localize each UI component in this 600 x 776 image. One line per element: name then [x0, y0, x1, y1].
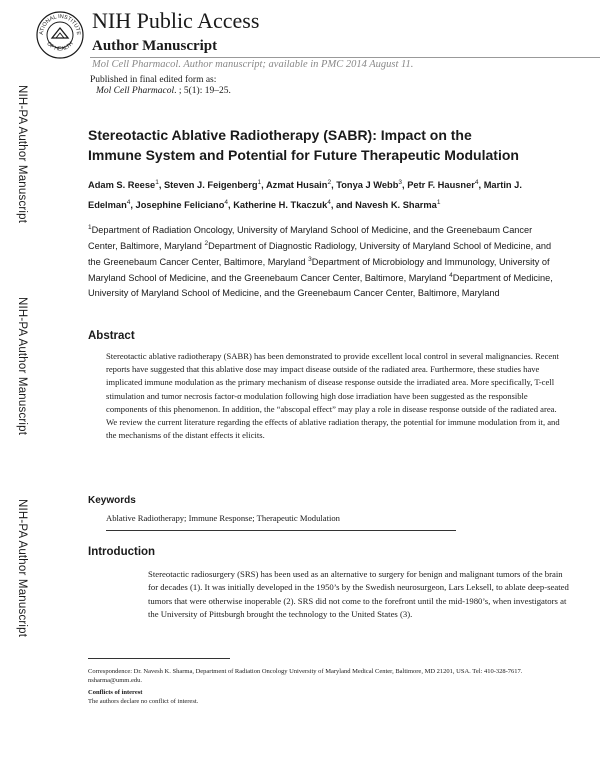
author-affiliation-mark: 2	[327, 179, 332, 186]
header-subtitle: Author Manuscript	[92, 38, 218, 54]
author-separator: ,	[130, 200, 136, 211]
keywords-text: Ablative Radiotherapy; Immune Response; Therapeutic Modulation	[106, 513, 340, 523]
affiliation-text: Department of Diagnostic Radiology, University of Maryland School of Medicine, and the Greenebaum Cancer Center, Baltimore, Maryland	[88, 241, 552, 268]
author-name: Navesh K. Sharma	[355, 200, 437, 211]
paper-title	[88, 125, 568, 165]
author-affiliation-mark: 3	[398, 179, 403, 186]
affiliation-number: 1	[88, 224, 92, 231]
author-separator: ,	[228, 200, 234, 211]
affiliation-text: Department of Medicine, University of Maryland School of Medicine, and the Greenebaum Cancer Center, Baltimore, Maryland	[88, 273, 553, 298]
introduction-text: Stereotactic radiosurgery (SRS) has been used as an alternative to surgery for benign and malignant tumors of the brain for decades (1). It was initially developed in the 1950’s by the Swedish neurosurgeon, Lars Leksell, to ablate deep-seated tumors that were otherwise inoperable (2). SRS did not come to the forefront until the mid-1980’s, when investigators at the University of Pittsburgh brought the technology to the United States (3).	[148, 569, 569, 620]
affiliation-number: 3	[308, 256, 312, 264]
keywords-heading: Keywords	[88, 495, 136, 506]
citation-volume: . ; 5(1): 19–25.	[174, 86, 231, 96]
side-stamp: NIH-PA Author Manuscript	[16, 85, 28, 224]
author-affiliation-mark: 1	[257, 179, 262, 186]
affiliation-number: 4	[449, 272, 453, 280]
logo-text-bottom: OF HEALTH	[45, 41, 75, 53]
header-divider	[90, 57, 600, 58]
footnote-divider	[88, 658, 230, 659]
paper-title-line: Immune System and Potential for Future Therapeutic Modulation	[88, 147, 519, 163]
header-availability-note: Mol Cell Pharmacol. Author manuscript; available in PMC 2014 August 11.	[92, 59, 414, 70]
author-name: Katherine H. Tkaczuk	[233, 200, 328, 211]
author-list	[88, 174, 568, 214]
introduction-heading: Introduction	[88, 546, 156, 558]
author-name: Tonya J Webb	[336, 180, 399, 191]
side-stamp: NIH-PA Author Manuscript	[16, 297, 28, 436]
keywords-divider	[106, 530, 456, 531]
abstract-text: Stereotactic ablative radiotherapy (SABR) has been demonstrated to provide excellent local control in several malignancies. Recent reports have suggested that this ablative dose may impact disease outside of the radiated area. Furthermore, these studies have implicated immune modulation as the primary mechanism of disease response outside the irradiated area. More specifically, T-cell stimulation and tumor necrosis factor-α modulation following high dose irradiation have been suggested as the responsible components of this phenomenon. In addition, the “abscopal effect” may play a role in disease response outside of the radiated area. We review the current literature regarding the effects of ablative radiation therapy, the potential for immune modulation from it, and the mechanisms of the distant effects it elicits.	[106, 351, 560, 441]
author-separator: ,	[331, 180, 337, 191]
author-affiliation-mark: 4	[474, 179, 479, 186]
affiliation-text: Department of Radiation Oncology, University of Maryland School of Medicine, and the Greenebaum Cancer Center, Baltimore, Maryland	[88, 225, 533, 252]
author-name: Petr F. Hausner	[407, 180, 475, 191]
author-name: Azmat Husain	[265, 180, 328, 191]
publication-citation	[96, 86, 231, 96]
author-separator: ,	[158, 180, 164, 191]
publication-line: Published in final edited form as:	[90, 75, 217, 85]
conflicts-heading: Conflicts of interest	[88, 689, 143, 696]
affiliation-number: 2	[204, 240, 209, 248]
abstract-heading: Abstract	[88, 330, 135, 342]
author-name: Martin J. Edelman	[88, 180, 522, 211]
logo-text-top: ATIONAL INSTITUTE	[38, 13, 82, 36]
conflicts-text: The authors declare no conflict of interest.	[88, 698, 199, 705]
author-separator: ,	[478, 180, 484, 191]
author-affiliation-mark: 4	[224, 199, 229, 207]
author-name: Steven J. Feigenberg	[163, 180, 258, 191]
paper-title-line: Stereotactic Ablative Radiotherapy (SABR): Impact on the	[88, 127, 472, 143]
svg-text:OF HEALTH	[45, 41, 74, 52]
author-affiliation-mark: 1	[436, 199, 441, 207]
affiliation-text: Department of Microbiology and Immunology, University of Maryland School of Medicine, and the Greenebaum Cancer Center, Baltimore, Maryland	[88, 257, 550, 284]
header-title: NIH Public Access	[92, 8, 260, 33]
author-affiliation-mark: 4	[327, 199, 331, 207]
author-separator: ,	[261, 180, 266, 191]
author-affiliation-mark: 4	[126, 199, 131, 207]
correspondence-note: Correspondence: Dr. Navesh K. Sharma, Department of Radiation Oncology University of Maryland Medical Center, Baltimore, MD 21201, USA. Tel: 410-328-7617. nsharma@umm.edu.	[88, 668, 523, 684]
author-name: Adam S. Reese	[88, 180, 156, 191]
author-name: Josephine Feliciano	[135, 200, 225, 211]
author-separator: ,	[402, 180, 408, 191]
affiliation-list	[88, 221, 558, 300]
author-affiliation-mark: 1	[155, 179, 159, 186]
nih-logo	[35, 8, 85, 62]
side-stamp: NIH-PA Author Manuscript	[16, 499, 28, 638]
author-separator: , and	[330, 200, 356, 211]
journal-name: Mol Cell Pharmacol	[96, 86, 175, 96]
